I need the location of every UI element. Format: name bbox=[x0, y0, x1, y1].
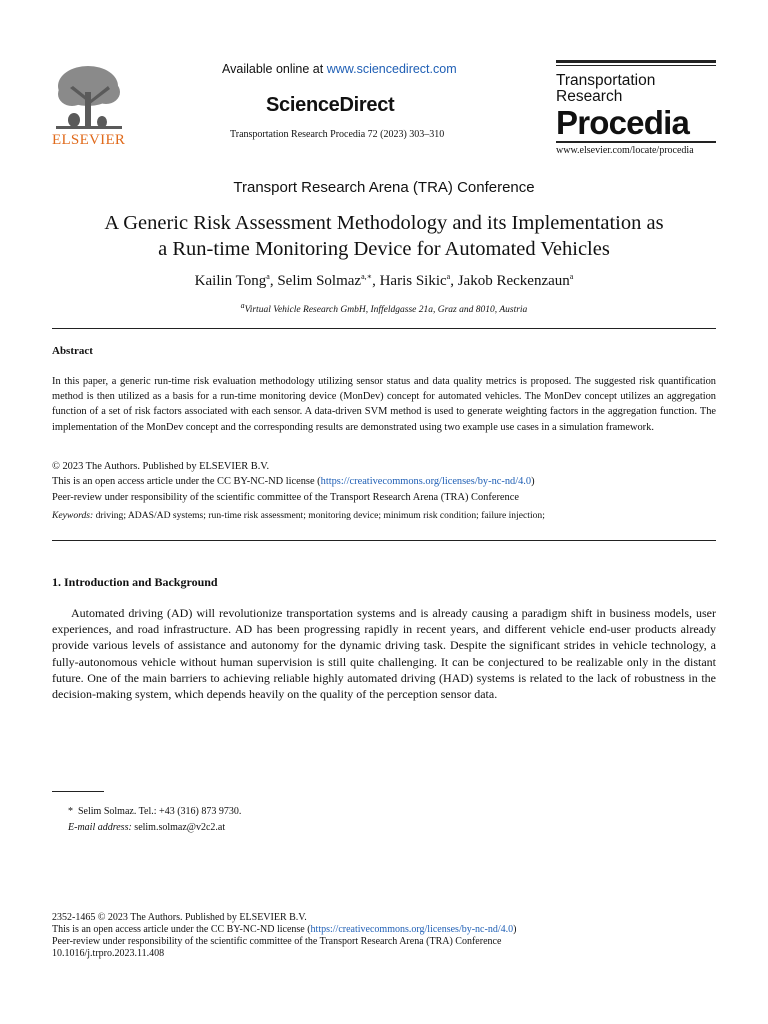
author-affil-marker: a bbox=[569, 272, 574, 281]
author-list bbox=[0, 272, 768, 290]
abstract-body: In this paper, a generic run-time risk evaluation methodology utilizing sensor status and data quality metrics is proposed. The suggested risk quantification method is then utilized as a basis for a run-time monitoring device (MonDev) concept for automated vehicles. The MonDev concept utilizes an aggregation function of a set of risk factors associated with each sensor. A data-driven SVM method is used to generate weighting factors in the aggregation function. The implementation of the MonDev concept and the corresponding results are demonstrated using two example use cases in a simulation framework. bbox=[52, 376, 716, 433]
author-affil-marker: a bbox=[266, 272, 270, 281]
sciencedirect-link[interactable]: www.sciencedirect.com bbox=[326, 62, 457, 76]
footnote-contact-text: Selim Solmaz. Tel.: +43 (316) 873 9730. bbox=[78, 806, 242, 817]
author-name: Haris Sikic bbox=[379, 273, 447, 289]
journal-logo-line1: Transportation bbox=[556, 72, 656, 89]
divider-bottom bbox=[52, 540, 716, 541]
keywords-list: driving; ADAS/AD systems; run-time risk assessment; monitoring device; minimum risk condition; failure injection; bbox=[93, 510, 545, 521]
author-name: Kailin Tong bbox=[194, 273, 267, 289]
footnote-email bbox=[68, 822, 225, 833]
journal-url[interactable]: www.elsevier.com/locate/procedia bbox=[556, 145, 694, 156]
journal-logo-rule-bottom bbox=[556, 141, 716, 143]
journal-logo-line3: Procedia bbox=[556, 104, 689, 141]
license-suffix: ) bbox=[531, 476, 535, 488]
elsevier-wordmark: ELSEVIER bbox=[52, 132, 126, 148]
email-address[interactable]: selim.solmaz@v2c2.at bbox=[134, 822, 226, 833]
sciencedirect-wordmark: ScienceDirect bbox=[266, 94, 395, 116]
section-body: Automated driving (AD) will revolutionize transportation systems and is already causing a paradigm shift in business models, user experiences, and road infrastructure. AD has been progressing rapidly in recent years, and different vehicle end-user products already provide various levels of assistance and autonomy for the dynamic driving task. Despite the significant strides in vehicle technology, a fully-autonomous vehicle without human supervision is still quite challenging. It can be conjectured to be realizable only in the distant future. One of the main barriers to achieving reliable highly automated driving (HAD) systems is related to the lack of robustness in the decision-making system, which depends heavily on the quality of the perception sensor data. bbox=[52, 606, 716, 702]
bottom-peer-review: Peer-review under responsibility of the scientific committee of the Transport Research Arena (TRA) Conference bbox=[52, 936, 502, 947]
affiliation bbox=[0, 301, 768, 315]
available-prefix: Available online at bbox=[222, 62, 327, 76]
author-separator: , bbox=[269, 273, 278, 289]
paper-title bbox=[30, 210, 738, 262]
keywords bbox=[52, 510, 545, 521]
journal-logo bbox=[556, 60, 716, 143]
section-heading: 1. Introduction and Background bbox=[52, 575, 218, 589]
author-separator: , bbox=[372, 273, 380, 289]
journal-reference: Transportation Research Procedia 72 (2023) 303–310 bbox=[230, 129, 445, 140]
license-line bbox=[52, 474, 535, 489]
license-link[interactable]: https://creativecommons.org/licenses/by-nc-nd/4.0 bbox=[320, 476, 532, 488]
footnote-marker: * bbox=[68, 806, 73, 817]
footnote-rule bbox=[52, 791, 104, 792]
paper-title-line2: a Run-time Monitoring Device for Automated Vehicles bbox=[158, 238, 610, 260]
abstract-license-block bbox=[52, 459, 535, 505]
bottom-license-prefix: This is an open access article under the CC BY-NC-ND license ( bbox=[52, 924, 311, 935]
affiliation-marker: a bbox=[240, 301, 245, 310]
author-affil-marker: a bbox=[446, 272, 451, 281]
copyright-line: © 2023 The Authors. Published by ELSEVIER B.V. bbox=[52, 461, 270, 472]
journal-logo-rule-top bbox=[556, 60, 716, 63]
paper-title-line1: A Generic Risk Assessment Methodology and its Implementation as bbox=[104, 212, 664, 234]
issn-line: 2352-1465 © 2023 The Authors. Published by ELSEVIER B.V. bbox=[52, 912, 307, 923]
publication-info bbox=[52, 912, 516, 960]
author-name: Jakob Reckenzaun bbox=[457, 273, 570, 289]
author-name: Selim Solmaz bbox=[277, 273, 362, 289]
peer-review-line: Peer-review under responsibility of the scientific committee of the Transport Research Arena (TRA) Conference bbox=[52, 491, 519, 503]
author-affil-marker: a,∗ bbox=[361, 272, 373, 281]
divider-top bbox=[52, 328, 716, 329]
journal-logo-line2: Research bbox=[556, 88, 623, 105]
license-prefix: This is an open access article under the CC BY-NC-ND license ( bbox=[52, 476, 321, 488]
email-label: E-mail address: bbox=[68, 822, 132, 833]
doi[interactable]: 10.1016/j.trpro.2023.11.408 bbox=[52, 948, 165, 959]
keywords-label: Keywords: bbox=[52, 510, 94, 521]
available-online bbox=[222, 62, 457, 76]
bottom-license-link[interactable]: https://creativecommons.org/licenses/by-nc-nd/4.0 bbox=[310, 924, 514, 935]
conference-name: Transport Research Arena (TRA) Conference bbox=[233, 179, 535, 196]
footnote-contact bbox=[68, 806, 241, 817]
affiliation-text: Virtual Vehicle Research GmbH, Inffeldgasse 21a, Graz and 8010, Austria bbox=[244, 305, 528, 316]
abstract-heading: Abstract bbox=[52, 345, 93, 357]
journal-logo-rule-top-thin bbox=[556, 65, 716, 66]
bottom-license-line bbox=[52, 924, 516, 936]
bottom-license-suffix: ) bbox=[513, 924, 517, 935]
author-separator: , bbox=[450, 273, 458, 289]
